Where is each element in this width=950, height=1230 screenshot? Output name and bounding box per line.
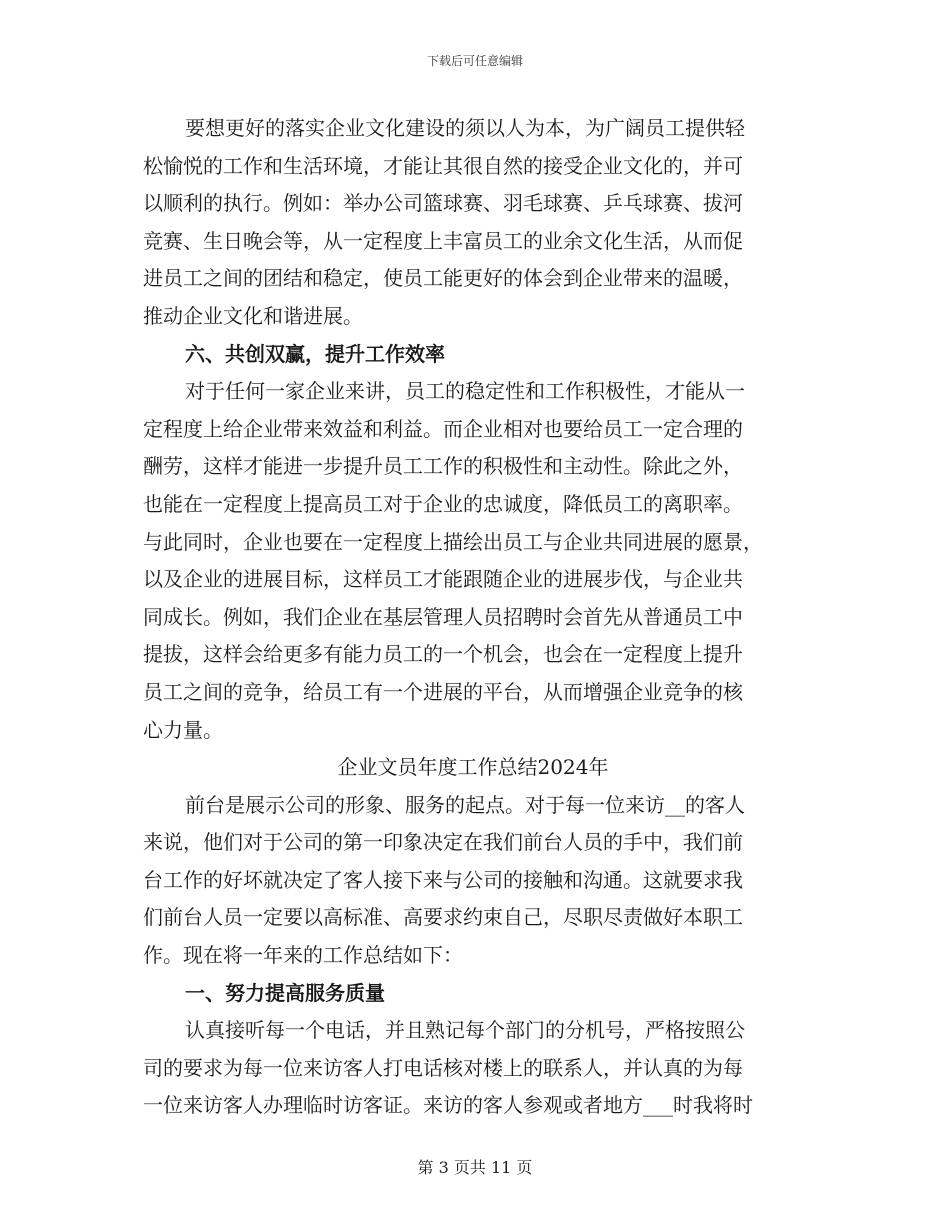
paragraph-line: 竞赛、生日晚会等，从一定程度上丰富员工的业余文化生活，从而促 <box>143 228 743 253</box>
paragraph-line: 也能在一定程度上提高员工对于企业的忠诚度，降低员工的离职率。 <box>143 491 743 516</box>
paragraph-line: 同成长。例如，我们企业在基层管理人员招聘时会首先从普通员工中 <box>143 604 743 629</box>
page-header: 下载后可任意编辑 <box>426 54 523 68</box>
paragraph-line: 酬劳，这样才能进一步提升员工工作的积极性和主动性。除此之外， <box>143 454 743 479</box>
paragraph-line: 认真接听每一个电话，并且熟记每个部门的分机号，严格按照公 <box>185 1018 745 1043</box>
paragraph-line: 以及企业的进展目标，这样员工才能跟随企业的进展步伐，与企业共 <box>143 567 743 592</box>
paragraph-line: 前台是展示公司的形象、服务的起点。对于每一位来访__的客人 <box>185 792 745 817</box>
document-body <box>143 110 803 1125</box>
paragraph-line: 与此同时，企业也要在一定程度上描绘出员工与企业共同进展的愿景， <box>143 529 763 554</box>
paragraph-line: 作。现在将一年来的工作总结如下： <box>143 943 463 968</box>
paragraph-line: 以顺利的执行。例如：举办公司篮球赛、羽毛球赛、乒乓球赛、拔河 <box>143 191 743 216</box>
section-heading: 一、努力提高服务质量 <box>185 980 385 1005</box>
paragraph-line: 要想更好的落实企业文化建设的须以人为本，为广阔员工提供轻 <box>185 116 745 140</box>
paragraph-line: 提拔，这样会给更多有能力员工的一个机会，也会在一定程度上提升 <box>143 642 743 667</box>
paragraph-line: 台工作的好坏就决定了客人接下来与公司的接触和沟通。这就要求我 <box>143 867 743 892</box>
paragraph-line: 司的要求为每一位来访客人打电话核对楼上的联系人，并认真的为每 <box>143 1055 743 1080</box>
document-title: 企业文员年度工作总结2024年 <box>337 755 609 780</box>
paragraph-line: 心力量。 <box>143 717 223 742</box>
paragraph-line: 来说，他们对于公司的第一印象决定在我们前台人员的手中，我们前 <box>143 830 743 855</box>
section-heading: 六、共创双赢，提升工作效率 <box>185 341 445 366</box>
page-footer: 第 3 页共 11 页 <box>417 1158 533 1177</box>
paragraph-line: 松愉悦的工作和生活环境，才能让其很自然的接受企业文化的，并可 <box>143 153 743 178</box>
paragraph-line: 定程度上给企业带来效益和利益。而企业相对也要给员工一定合理的 <box>143 416 743 441</box>
paragraph-line: 推动企业文化和谐进展。 <box>143 303 363 328</box>
paragraph-line: 们前台人员一定要以高标准、高要求约束自己，尽职尽责做好本职工 <box>143 905 743 930</box>
paragraph-line: 员工之间的竞争，给员工有一个进展的平台，从而增强企业竞争的核 <box>143 679 743 704</box>
paragraph-line: 一位来访客人办理临时访客证。来访的客人参观或者地方___时我将时 <box>143 1093 753 1118</box>
paragraph-line: 进员工之间的团结和稳定，使员工能更好的体会到企业带来的温暖， <box>143 266 743 291</box>
paragraph-line: 对于任何一家企业来讲，员工的稳定性和工作积极性，才能从一 <box>185 379 745 404</box>
